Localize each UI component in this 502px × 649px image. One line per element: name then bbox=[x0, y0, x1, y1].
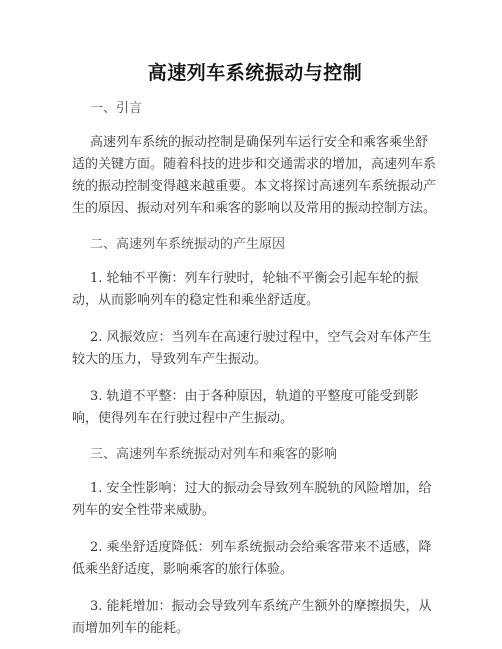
section-heading-effects: 三、高速列车系统振动对列车和乘客的影响 bbox=[90, 447, 338, 462]
cause-item-1: 1. 轮轴不平衡：列车行驶时，轮轴不平衡会引起车轮的振动，从而影响列车的稳定性和乘坐舒适度。 bbox=[72, 271, 419, 308]
intro-paragraph: 高速列车系统的振动控制是确保列车运行安全和乘客乘坐舒适的关键方面。随着科技的进步和交通需求的增加，高速列车系统的振动控制变得越来越重要。本文将探讨高速列车系统振动产生的原因、振动对列车和乘客的影响以及常用的振动控制方法。 bbox=[72, 135, 437, 216]
section-causes bbox=[72, 235, 438, 430]
section-intro bbox=[72, 99, 438, 220]
section-effects bbox=[72, 445, 438, 640]
effect-item-3: 3. 能耗增加：振动会导致列车系统产生额外的摩擦损失，从而增加列车的能耗。 bbox=[72, 599, 432, 636]
cause-item-3: 3. 轨道不平整：由于各种原因，轨道的平整度可能受到影响，使得列车在行驶过程中产生振动。 bbox=[72, 389, 419, 426]
effect-item-2: 2. 乘坐舒适度降低：列车系统振动会给乘客带来不适感，降低乘坐舒适度，影响乘客的旅行体验。 bbox=[72, 540, 432, 577]
effect-item-1: 1. 安全性影响：过大的振动会导致列车脱轨的风险增加，给列车的安全性带来威胁。 bbox=[72, 481, 432, 518]
cause-item-2: 2. 风振效应：当列车在高速行驶过程中，空气会对车体产生较大的压力，导致列车产生振动。 bbox=[72, 330, 432, 367]
section-heading-causes: 二、高速列车系统振动的产生原因 bbox=[90, 237, 286, 252]
document-title: 高速列车系统振动与控制 bbox=[147, 62, 363, 84]
section-heading-intro: 一、引言 bbox=[90, 101, 143, 116]
